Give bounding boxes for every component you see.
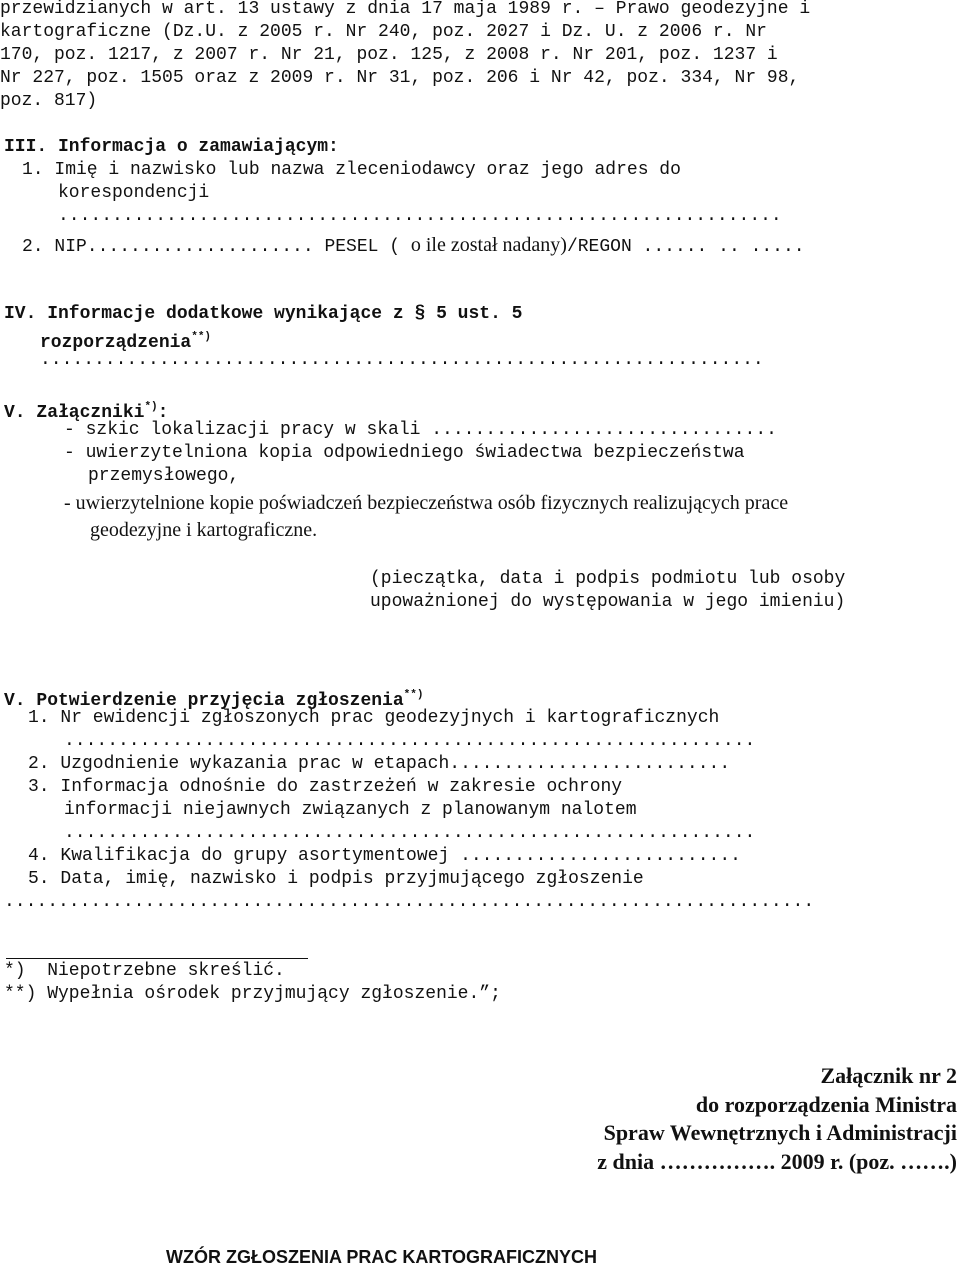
confirmation-item-3-line-1: 3. Informacja odnośnie do zastrzeżeń w zakresie ochrony: [28, 777, 623, 797]
annex-line-1: Załącznik nr 2: [820, 1063, 957, 1088]
section-3-heading: III. Informacja o zamawiającym:: [4, 137, 339, 157]
stamp-note-line-1: (pieczątka, data i podpis podmiotu lub osoby: [370, 569, 846, 589]
section-3-item-2: [22, 234, 805, 259]
confirmation-item-5-dots: ...........................................................................: [4, 892, 815, 912]
confirmation-item-1: 1. Nr ewidencji zgłoszonych prac geodezyjnych i kartograficznych: [28, 708, 720, 728]
confirmation-item-1-dots: ................................................................: [64, 731, 756, 751]
section-4-heading-line-1: IV. Informacje dodatkowe wynikające z § 5 ust. 5: [4, 304, 523, 324]
footnote-1: *) Niepotrzebne skreślić.: [4, 961, 285, 981]
confirmation-item-3-line-2: informacji niejawnych związanych z planowanym nalotem: [64, 800, 637, 820]
attachment-item-1: - szkic lokalizacji pracy w skali ................................: [64, 420, 777, 440]
confirmation-item-2: 2. Uzgodnienie wykazania prac w etapach..........................: [28, 754, 731, 774]
footnote-2: **) Wypełnia ośrodek przyjmujący zgłoszenie.”;: [4, 984, 501, 1004]
confirmation-item-5: 5. Data, imię, nazwisko i podpis przyjmującego zgłoszenie: [28, 869, 644, 889]
section-4-dots: ...................................................................: [40, 350, 764, 370]
intro-line-5: poz. 817): [0, 91, 98, 111]
footnote-mark: **): [403, 689, 424, 701]
annex-line-3: Spraw Wewnętrznych i Administracji: [603, 1120, 957, 1145]
attachment-item-3-line-2: geodezyjne i kartograficzne.: [90, 519, 318, 541]
section-3-item-1-line-2: korespondencji: [58, 183, 210, 203]
confirmation-item-3-dots: ................................................................: [64, 823, 756, 843]
footnote-separator: [6, 958, 308, 959]
stamp-note-line-2: upoważnionej do występowania w jego imieniu): [370, 592, 846, 612]
attachment-item-2-line-2: przemysłowego,: [88, 466, 240, 486]
annex-line-2: do rozporządzenia Ministra: [695, 1091, 957, 1117]
attachment-item-3-line-1: - uwierzytelnione kopie poświadczeń bezpieczeństwa osób fizycznych realizujących prace: [64, 492, 789, 514]
confirmation-item-4: 4. Kwalifikacja do grupy asortymentowej ..........................: [28, 846, 741, 866]
intro-line-3: 170, poz. 1217, z 2007 r. Nr 21, poz. 125, z 2008 r. Nr 201, poz. 1237 i: [0, 45, 778, 65]
section-5-confirmation-heading: V. Potwierdzenie przyjęcia zgłoszenia**): [4, 689, 424, 711]
intro-line-1: przewidzianych w art. 13 ustawy z dnia 17 maja 1989 r. – Prawo geodezyjne i: [0, 0, 811, 19]
intro-line-2: kartograficzne (Dz.U. z 2005 r. Nr 240, poz. 2027 i Dz. U. z 2006 r. Nr: [0, 22, 767, 42]
form-title: WZÓR ZGŁOSZENIA PRAC KARTOGRAFICZNYCH: [166, 1247, 597, 1267]
regon-label: /REGON ...... .. .....: [566, 237, 805, 257]
section-3-item-1-line-1: 1. Imię i nazwisko lub nazwa zleceniodawcy oraz jego adres do: [22, 160, 681, 180]
attachment-item-2-line-1: - uwierzytelniona kopia odpowiedniego świadectwa bezpieczeństwa: [64, 443, 745, 463]
footnote-mark: **): [191, 331, 212, 343]
annex-header: [597, 1062, 957, 1176]
section-5-attachments-heading: V. Załączniki*):: [4, 401, 169, 423]
nip-pesel-label: 2. NIP..................... PESEL (: [22, 237, 411, 257]
intro-line-4: Nr 227, poz. 1505 oraz z 2009 r. Nr 31, poz. 206 i Nr 42, poz. 334, Nr 98,: [0, 68, 800, 88]
section-3-dots: ...................................................................: [58, 206, 782, 226]
footnote-mark: *): [144, 401, 158, 413]
annex-line-4: z dnia ……………. 2009 r. (poz. …….): [597, 1148, 957, 1174]
pesel-note: o ile został nadany): [410, 234, 567, 256]
section-4-heading-line-2: rozporządzenia**): [40, 331, 212, 353]
